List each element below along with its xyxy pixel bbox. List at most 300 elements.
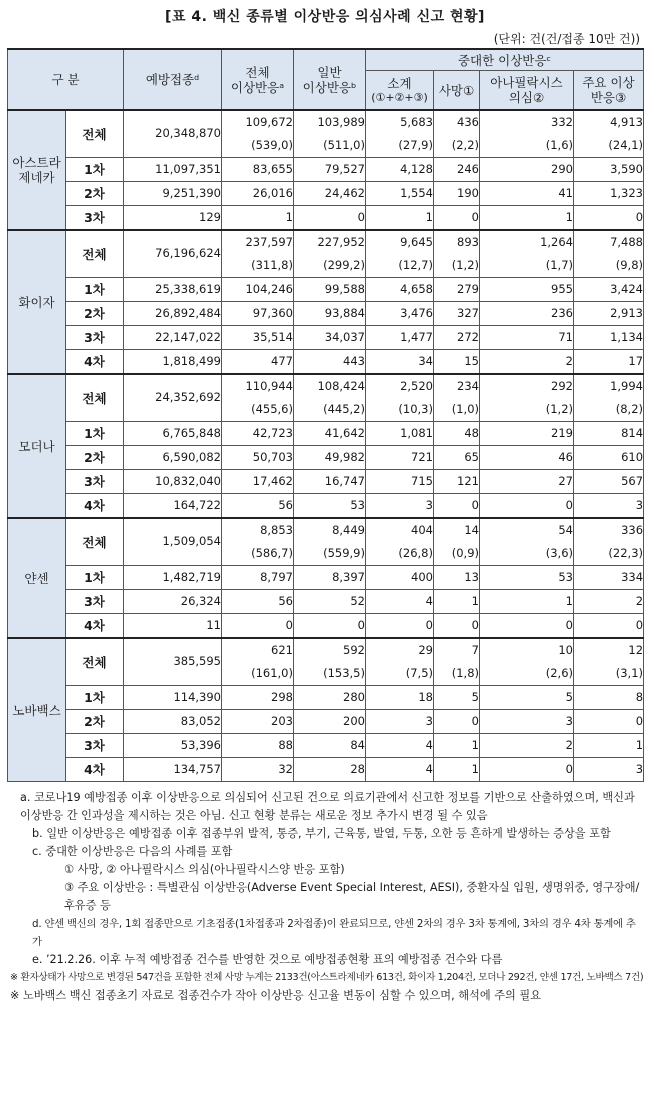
- cell-anaphylaxis: 955: [480, 278, 574, 302]
- cell-general-adverse: 0: [294, 614, 366, 639]
- header-total-line2: 이상반응ᵃ: [230, 79, 285, 95]
- cell-general-adverse: 8,397: [294, 566, 366, 590]
- cell-general-adverse: 24,462: [294, 182, 366, 206]
- cell-subtotal: 715: [366, 470, 434, 494]
- cell-count: 234: [457, 378, 479, 393]
- dose-label: 3차: [66, 734, 124, 758]
- header-subtotal: [366, 71, 434, 111]
- cell-count: 10: [558, 642, 573, 657]
- cell-rate: (311,8): [251, 257, 293, 272]
- cell-anaphylaxis: [480, 638, 574, 686]
- cell-general-adverse: [294, 374, 366, 422]
- cell-count: 12: [628, 642, 644, 657]
- cell-major-adverse: 1: [574, 734, 644, 758]
- table-row: [8, 590, 644, 614]
- cell-anaphylaxis: 41: [480, 182, 574, 206]
- footnote-c: c. 중대한 이상반응은 다음의 사례를 포함: [32, 845, 233, 858]
- table-row: [8, 350, 644, 375]
- cell-total-adverse: 83,655: [222, 158, 294, 182]
- cell-general-adverse: 280: [294, 686, 366, 710]
- cell-death: 279: [434, 278, 480, 302]
- cell-death: [434, 374, 480, 422]
- cell-rate: (1,7): [545, 257, 573, 272]
- cell-total-adverse: 42,723: [222, 422, 294, 446]
- cell-subtotal: 4: [366, 734, 434, 758]
- cell-vaccinated: 6,590,082: [124, 446, 222, 470]
- dose-label: 2차: [66, 302, 124, 326]
- cell-vaccinated: 76,196,624: [124, 230, 222, 278]
- header-anaphylaxis-line1: 아나필락시스: [490, 75, 563, 90]
- vaccine-group-label: [8, 518, 66, 638]
- cell-rate: (27,9): [398, 137, 433, 152]
- cell-major-adverse: 2,913: [574, 302, 644, 326]
- cell-vaccinated: 385,595: [124, 638, 222, 686]
- cell-death: 1: [434, 758, 480, 782]
- cell-rate: (12,7): [398, 257, 433, 272]
- cell-major-adverse: 0: [574, 614, 644, 639]
- dose-label: 3차: [66, 470, 124, 494]
- cell-major-adverse: 3: [574, 494, 644, 519]
- cell-anaphylaxis: 71: [480, 326, 574, 350]
- dose-label: 4차: [66, 494, 124, 519]
- table-row: [8, 470, 644, 494]
- cell-rate: (445,2): [323, 401, 365, 416]
- cell-subtotal: 1: [366, 206, 434, 231]
- cell-total-adverse: 104,246: [222, 278, 294, 302]
- dose-label: 1차: [66, 278, 124, 302]
- table-row: [8, 494, 644, 519]
- cell-vaccinated: 10,832,040: [124, 470, 222, 494]
- cell-count: 8,853: [260, 522, 293, 537]
- dose-label: 전체: [66, 518, 124, 566]
- cell-total-adverse: 88: [222, 734, 294, 758]
- cell-count: 436: [457, 114, 479, 129]
- cell-vaccinated: 22,147,022: [124, 326, 222, 350]
- dose-label: 전체: [66, 638, 124, 686]
- cell-total-adverse: 0: [222, 614, 294, 639]
- unit-label: (단위: 건(건/접종 10만 건)): [493, 32, 640, 46]
- cell-total-adverse: 35,514: [222, 326, 294, 350]
- cell-major-adverse: [574, 374, 644, 422]
- cell-major-adverse: 3,424: [574, 278, 644, 302]
- cell-death: 15: [434, 350, 480, 375]
- table-row: [8, 518, 644, 566]
- table-row: [8, 326, 644, 350]
- footnote-death-total: ※ 환자상태가 사망으로 변경된 547건을 포함한 전체 사망 누계는 2133건(아스트라제네카 613건, 화이자 1,204건, 모더나 292건, 얀센 17건, 노바백스 7건): [10, 972, 644, 983]
- cell-vaccinated: 1,818,499: [124, 350, 222, 375]
- cell-death: 121: [434, 470, 480, 494]
- vaccine-name-line2: 제네카: [18, 170, 55, 185]
- cell-death: 65: [434, 446, 480, 470]
- cell-rate: (1,8): [451, 665, 479, 680]
- footnote-c-items: ① 사망, ② 아나필락시스 의심(아나필락시스양 반응 포함): [64, 863, 345, 876]
- cell-general-adverse: 28: [294, 758, 366, 782]
- cell-vaccinated: 1,509,054: [124, 518, 222, 566]
- table-title: [표 4. 백신 종류별 이상반응 의심사례 신고 현황]: [165, 9, 485, 25]
- cell-rate: (3,6): [545, 545, 573, 560]
- header-anaphylaxis-line2: 의심②: [508, 90, 545, 105]
- vaccine-name-line1: 아스트라: [12, 155, 61, 170]
- cell-total-adverse: 477: [222, 350, 294, 375]
- dose-label: 2차: [66, 182, 124, 206]
- cell-general-adverse: 84: [294, 734, 366, 758]
- cell-count: 292: [551, 378, 573, 393]
- cell-rate: (559,9): [323, 545, 365, 560]
- cell-vaccinated: 83,052: [124, 710, 222, 734]
- cell-general-adverse: 34,037: [294, 326, 366, 350]
- cell-total-adverse: [222, 110, 294, 158]
- cell-rate: (511,0): [323, 137, 365, 152]
- cell-rate: (8,2): [615, 401, 644, 416]
- cell-count: 29: [418, 642, 433, 657]
- dose-label: 4차: [66, 758, 124, 782]
- cell-general-adverse: 53: [294, 494, 366, 519]
- header-category: 구 분: [8, 49, 124, 110]
- cell-total-adverse: 56: [222, 590, 294, 614]
- cell-vaccinated: 129: [124, 206, 222, 231]
- cell-general-adverse: [294, 638, 366, 686]
- cell-rate: (0,9): [451, 545, 479, 560]
- header-general-adverse: [294, 49, 366, 110]
- cell-death: 1: [434, 590, 480, 614]
- vaccine-name-line1: 모더나: [18, 438, 55, 454]
- cell-anaphylaxis: 0: [480, 758, 574, 782]
- table-row: [8, 638, 644, 686]
- cell-count: 404: [411, 522, 433, 537]
- cell-rate: (10,3): [398, 401, 433, 416]
- cell-vaccinated: 164,722: [124, 494, 222, 519]
- cell-total-adverse: 298: [222, 686, 294, 710]
- vaccine-name-line1: 화이자: [18, 294, 55, 310]
- cell-rate: (455,6): [251, 401, 293, 416]
- dose-label: 4차: [66, 614, 124, 639]
- cell-rate: (1,2): [451, 257, 479, 272]
- cell-rate: (1,2): [545, 401, 573, 416]
- cell-anaphylaxis: [480, 230, 574, 278]
- cell-subtotal: 3,476: [366, 302, 434, 326]
- cell-anaphylaxis: 290: [480, 158, 574, 182]
- cell-count: 1,994: [610, 378, 644, 393]
- cell-subtotal: 4: [366, 590, 434, 614]
- cell-anaphylaxis: 27: [480, 470, 574, 494]
- cell-death: 0: [434, 710, 480, 734]
- dose-label: 전체: [66, 110, 124, 158]
- cell-general-adverse: 443: [294, 350, 366, 375]
- cell-major-adverse: 334: [574, 566, 644, 590]
- dose-label: 4차: [66, 350, 124, 375]
- cell-death: [434, 230, 480, 278]
- dose-label: 2차: [66, 710, 124, 734]
- cell-subtotal: 4,658: [366, 278, 434, 302]
- table-row: [8, 758, 644, 782]
- cell-general-adverse: 99,588: [294, 278, 366, 302]
- table-row: [8, 446, 644, 470]
- header-subtotal-line1: 소계: [387, 75, 412, 91]
- cell-count: 103,989: [317, 114, 365, 129]
- cell-death: 272: [434, 326, 480, 350]
- table-row: [8, 422, 644, 446]
- table-row: [8, 182, 644, 206]
- cell-vaccinated: 24,352,692: [124, 374, 222, 422]
- cell-count: 237,597: [245, 234, 293, 249]
- cell-count: 7: [471, 642, 479, 657]
- table-row: [8, 158, 644, 182]
- cell-anaphylaxis: [480, 518, 574, 566]
- cell-vaccinated: 134,757: [124, 758, 222, 782]
- cell-rate: (1,0): [451, 401, 479, 416]
- cell-rate: (24,1): [608, 137, 644, 152]
- cell-vaccinated: 9,251,390: [124, 182, 222, 206]
- cell-major-adverse: 0: [574, 206, 644, 231]
- cell-vaccinated: 26,892,484: [124, 302, 222, 326]
- table-row: [8, 374, 644, 422]
- cell-total-adverse: 17,462: [222, 470, 294, 494]
- cell-major-adverse: [574, 230, 644, 278]
- footnote-d: d. 얀센 백신의 경우, 1회 접종만으로 기초접종(1차접종과 2차접종)이 완료되므로, 얀센 2차의 경우 3차 통계에, 3차의 경우 4차 통계에 추가: [32, 918, 636, 948]
- cell-death: 1: [434, 734, 480, 758]
- header-vaccinated: 예방접종ᵈ: [124, 49, 222, 110]
- cell-death: 0: [434, 614, 480, 639]
- cell-count: 893: [457, 234, 479, 249]
- cell-total-adverse: 26,016: [222, 182, 294, 206]
- vaccine-name-line1: 얀센: [24, 570, 49, 586]
- cell-count: 14: [464, 522, 479, 537]
- table-body: [8, 110, 644, 782]
- cell-subtotal: 1,081: [366, 422, 434, 446]
- cell-death: 190: [434, 182, 480, 206]
- cell-general-adverse: 41,642: [294, 422, 366, 446]
- cell-death: 0: [434, 494, 480, 519]
- cell-vaccinated: 20,348,870: [124, 110, 222, 158]
- cell-major-adverse: [574, 110, 644, 158]
- cell-count: 332: [551, 114, 573, 129]
- cell-count: 227,952: [317, 234, 365, 249]
- cell-rate: (9,8): [615, 257, 644, 272]
- dose-label: 전체: [66, 230, 124, 278]
- cell-total-adverse: [222, 374, 294, 422]
- cell-subtotal: 1,477: [366, 326, 434, 350]
- cell-major-adverse: [574, 638, 644, 686]
- cell-death: 48: [434, 422, 480, 446]
- cell-vaccinated: 114,390: [124, 686, 222, 710]
- cell-subtotal: 3: [366, 494, 434, 519]
- footnote-c-major: ③ 주요 이상반응 : 특별관심 이상반응(Adverse Event Special Interest, AESI), 중환자실 입원, 생명위중, 영구장애/후유증 등: [64, 881, 640, 912]
- cell-anaphylaxis: 5: [480, 686, 574, 710]
- cell-major-adverse: 17: [574, 350, 644, 375]
- header-total-adverse: [222, 49, 294, 110]
- cell-subtotal: [366, 638, 434, 686]
- header-total-line1: 전체: [245, 64, 270, 80]
- cell-general-adverse: 79,527: [294, 158, 366, 182]
- cell-major-adverse: 8: [574, 686, 644, 710]
- dose-label: 3차: [66, 206, 124, 231]
- cell-rate: (299,2): [323, 257, 365, 272]
- cell-anaphylaxis: 2: [480, 734, 574, 758]
- cell-rate: (7,5): [405, 665, 433, 680]
- header-major: [574, 71, 644, 111]
- cell-rate: (539,0): [251, 137, 293, 152]
- footnote-novavax: ※ 노바백스 백신 접종초기 자료로 접종건수가 작아 이상반응 신고율 변동이 심할 수 있으며, 해석에 주의 필요: [10, 989, 541, 1002]
- cell-general-adverse: 93,884: [294, 302, 366, 326]
- cell-major-adverse: 2: [574, 590, 644, 614]
- cell-total-adverse: 1: [222, 206, 294, 231]
- cell-major-adverse: [574, 518, 644, 566]
- cell-count: 9,645: [400, 234, 433, 249]
- table-row: [8, 566, 644, 590]
- cell-subtotal: [366, 518, 434, 566]
- cell-major-adverse: 1,323: [574, 182, 644, 206]
- cell-count: 8,449: [332, 522, 365, 537]
- cell-subtotal: 400: [366, 566, 434, 590]
- cell-count: 7,488: [610, 234, 644, 249]
- footnote-b: b. 일반 이상반응은 예방접종 이후 접종부위 발적, 통증, 부기, 근육통, 발열, 두통, 오한 등 흔하게 발생하는 증상을 포함: [32, 827, 611, 840]
- cell-total-adverse: 203: [222, 710, 294, 734]
- cell-general-adverse: 200: [294, 710, 366, 734]
- header-major-line1: 주요 이상: [582, 75, 635, 90]
- cell-total-adverse: 50,703: [222, 446, 294, 470]
- cell-death: [434, 638, 480, 686]
- header-subtotal-line2: (①+②+③): [371, 90, 428, 104]
- cell-vaccinated: 53,396: [124, 734, 222, 758]
- vaccine-group-label: [8, 638, 66, 782]
- cell-anaphylaxis: 219: [480, 422, 574, 446]
- cell-subtotal: 721: [366, 446, 434, 470]
- header-death: 사망①: [434, 71, 480, 111]
- cell-count: 108,424: [317, 378, 365, 393]
- table-row: [8, 206, 644, 231]
- table-row: [8, 686, 644, 710]
- cell-death: 327: [434, 302, 480, 326]
- cell-anaphylaxis: 3: [480, 710, 574, 734]
- cell-anaphylaxis: 2: [480, 350, 574, 375]
- cell-rate: (2,6): [545, 665, 573, 680]
- cell-count: 110,944: [245, 378, 293, 393]
- cell-total-adverse: 32: [222, 758, 294, 782]
- vaccine-group-label: [8, 230, 66, 374]
- cell-count: 1,264: [540, 234, 573, 249]
- cell-anaphylaxis: 1: [480, 206, 574, 231]
- cell-subtotal: 1,554: [366, 182, 434, 206]
- cell-rate: (153,5): [323, 665, 365, 680]
- cell-subtotal: 4: [366, 758, 434, 782]
- cell-major-adverse: 1,134: [574, 326, 644, 350]
- cell-death: [434, 110, 480, 158]
- table-row: [8, 110, 644, 158]
- cell-subtotal: 34: [366, 350, 434, 375]
- cell-subtotal: [366, 110, 434, 158]
- vaccine-group-label: [8, 110, 66, 230]
- cell-general-adverse: 0: [294, 206, 366, 231]
- cell-total-adverse: 56: [222, 494, 294, 519]
- cell-vaccinated: 11: [124, 614, 222, 639]
- cell-death: 5: [434, 686, 480, 710]
- table-row: [8, 278, 644, 302]
- cell-general-adverse: 16,747: [294, 470, 366, 494]
- cell-count: 592: [343, 642, 365, 657]
- dose-label: 3차: [66, 590, 124, 614]
- cell-anaphylaxis: 53: [480, 566, 574, 590]
- footnote-e: e. ’21.2.26. 이후 누적 예방접종 건수를 반영한 것으로 예방접종현황 표의 예방접종 건수와 다름: [32, 953, 503, 966]
- cell-subtotal: 4,128: [366, 158, 434, 182]
- cell-general-adverse: [294, 110, 366, 158]
- cell-major-adverse: 3: [574, 758, 644, 782]
- cell-anaphylaxis: 0: [480, 614, 574, 639]
- cell-count: 336: [621, 522, 644, 537]
- cell-anaphylaxis: [480, 110, 574, 158]
- cell-vaccinated: 6,765,848: [124, 422, 222, 446]
- vaccine-adverse-event-table: [7, 48, 644, 782]
- table-row: [8, 230, 644, 278]
- cell-major-adverse: 0: [574, 710, 644, 734]
- header-anaphylaxis: [480, 71, 574, 111]
- dose-label: 1차: [66, 158, 124, 182]
- dose-label: 1차: [66, 422, 124, 446]
- cell-rate: (22,3): [608, 545, 644, 560]
- cell-vaccinated: 26,324: [124, 590, 222, 614]
- header-major-line2: 반응③: [590, 90, 627, 105]
- cell-subtotal: 18: [366, 686, 434, 710]
- cell-major-adverse: 567: [574, 470, 644, 494]
- cell-count: 4,913: [610, 114, 644, 129]
- cell-count: 109,672: [245, 114, 293, 129]
- cell-count: 5,683: [400, 114, 433, 129]
- cell-total-adverse: [222, 230, 294, 278]
- cell-vaccinated: 11,097,351: [124, 158, 222, 182]
- cell-rate: (3,1): [615, 665, 644, 680]
- cell-general-adverse: 52: [294, 590, 366, 614]
- cell-total-adverse: [222, 638, 294, 686]
- table-row: [8, 614, 644, 639]
- cell-rate: (161,0): [251, 665, 293, 680]
- footnotes: [10, 789, 645, 1005]
- dose-label: 1차: [66, 686, 124, 710]
- cell-anaphylaxis: 0: [480, 494, 574, 519]
- vaccine-name-line1: 노바백스: [12, 702, 61, 718]
- cell-death: 13: [434, 566, 480, 590]
- cell-anaphylaxis: 236: [480, 302, 574, 326]
- cell-major-adverse: 3,590: [574, 158, 644, 182]
- cell-major-adverse: 610: [574, 446, 644, 470]
- cell-rate: (2,2): [451, 137, 479, 152]
- cell-major-adverse: 814: [574, 422, 644, 446]
- header-serious-adverse: 중대한 이상반응ᶜ: [366, 49, 644, 71]
- table-row: [8, 734, 644, 758]
- cell-subtotal: 3: [366, 710, 434, 734]
- vaccine-group-label: [8, 374, 66, 518]
- cell-subtotal: [366, 230, 434, 278]
- cell-rate: (586,7): [251, 545, 293, 560]
- cell-general-adverse: [294, 230, 366, 278]
- cell-total-adverse: 8,797: [222, 566, 294, 590]
- cell-death: 246: [434, 158, 480, 182]
- table-row: [8, 302, 644, 326]
- dose-label: 2차: [66, 446, 124, 470]
- cell-anaphylaxis: 1: [480, 590, 574, 614]
- dose-label: 1차: [66, 566, 124, 590]
- cell-total-adverse: [222, 518, 294, 566]
- cell-anaphylaxis: [480, 374, 574, 422]
- cell-subtotal: 0: [366, 614, 434, 639]
- header-general-line1: 일반: [317, 64, 342, 80]
- cell-rate: (26,8): [398, 545, 433, 560]
- cell-rate: (1,6): [545, 137, 573, 152]
- cell-count: 54: [558, 522, 573, 537]
- table-row: [8, 710, 644, 734]
- cell-vaccinated: 25,338,619: [124, 278, 222, 302]
- cell-count: 2,520: [400, 378, 433, 393]
- footnote-a: a. 코로나19 예방접종 이후 이상반응으로 의심되어 신고된 건으로 의료기관에서 신고한 정보를 기반으로 산출하였으며, 백신과 이상반응 간 인과성을 제시하는 것은 아님. 신고 현황 분류는 새로운 정보 추가시 변경 될 수 있음: [20, 791, 635, 822]
- cell-death: [434, 518, 480, 566]
